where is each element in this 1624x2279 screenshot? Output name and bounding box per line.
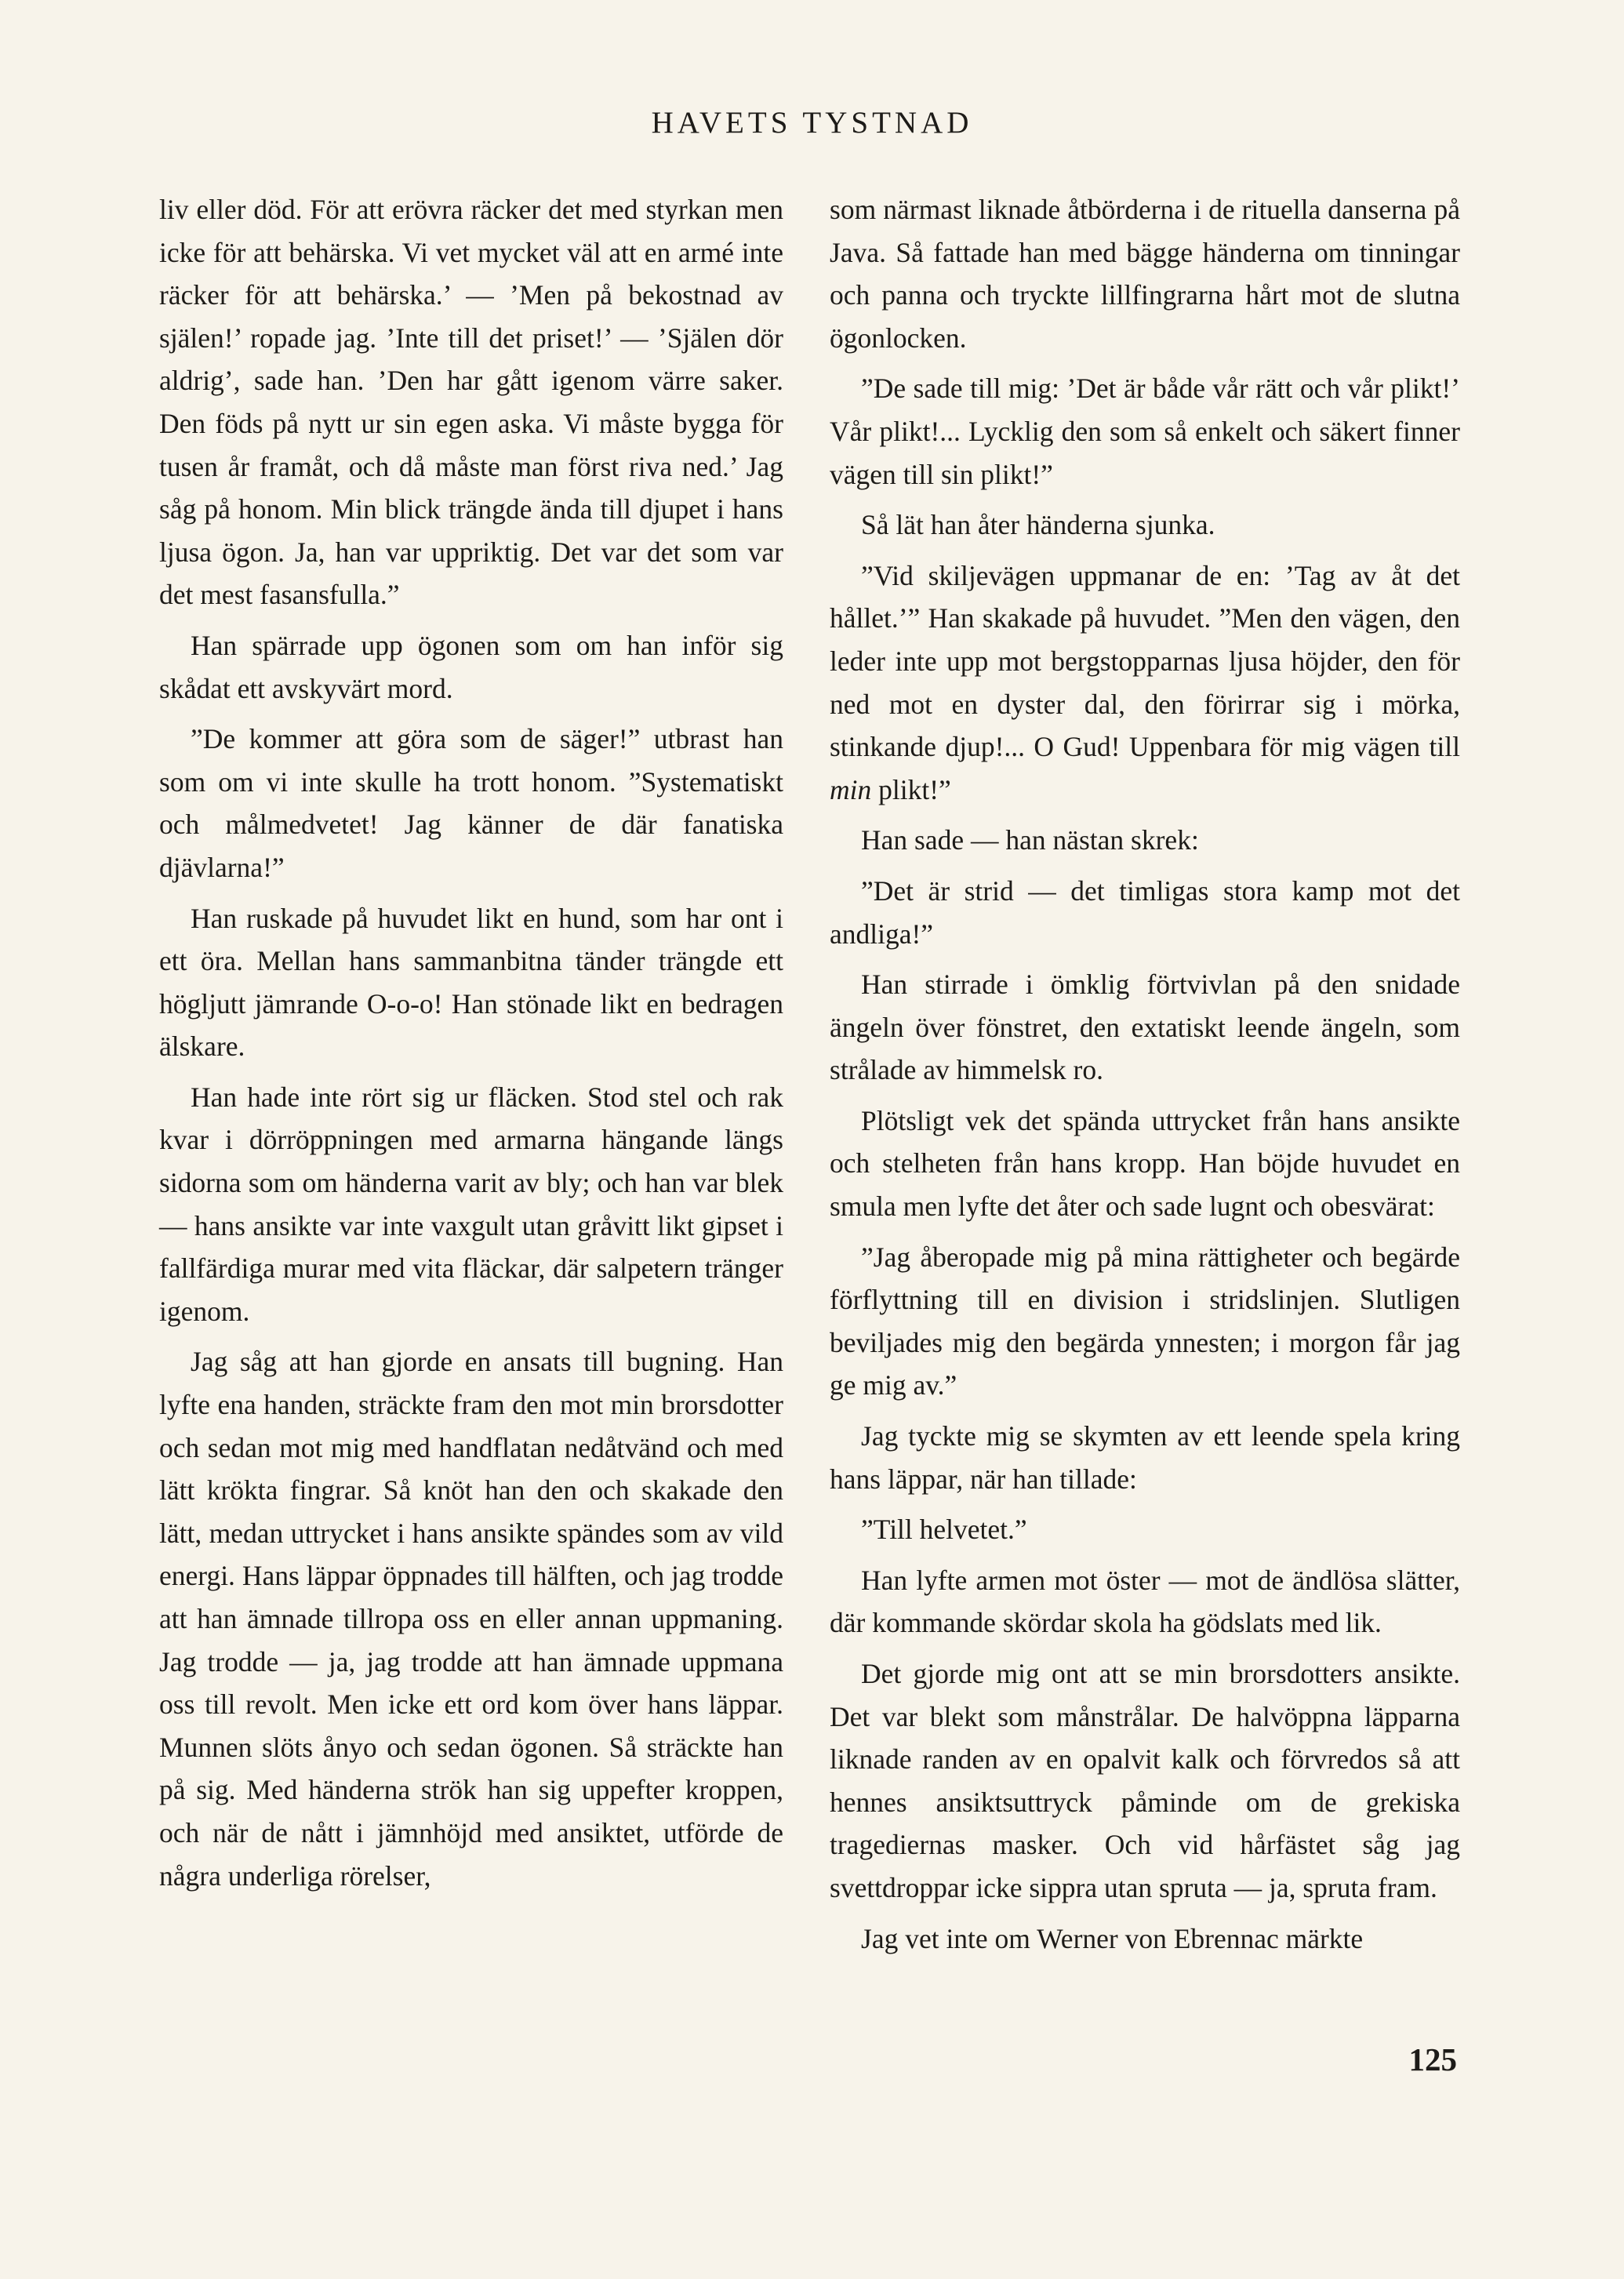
paragraph-text: ”Vid skiljevägen uppmanar de en: ’Tag av åt det hållet.’” Han skakade på huvudet. ”Men den vägen, den leder inte upp mot bergstopparnas ljusa höjder, den för ned mot en dyster dal, den förirrar sig i mörka, stinkande djup!... O Gud! Uppenbara för mig vägen till [830,559,1460,763]
paragraph: ”De kommer att göra som de säger!” utbrast han som om vi inte skulle ha trott honom. ”Systematiskt och målmedvetet! Jag känner de där fanatiska djävlarna!” [159,723,783,883]
emphasized-word: min [830,773,872,805]
paragraph: ”Det är strid — det timligas stora kamp mot det andliga!” [830,874,1460,950]
left-column [159,188,783,1905]
paragraph: Han stirrade i ömklig förtvivlan på den snidade ängeln över fönstret, den extatiskt leende ängeln, som strålade av himmelsk ro. [830,969,1460,1086]
paragraph: Han sade — han nästan skrek: [861,824,1199,856]
paragraph: Plötsligt vek det spända uttrycket från hans ansikte och stelheten från hans kropp. Han böjde huvudet en smula men lyfte det åter och sade lugnt och obesvärat: [830,1104,1460,1223]
paragraph-text: plikt!” [871,773,951,805]
paragraph: Jag vet inte om Werner von Ebrennac märkte [861,1922,1364,1954]
paragraph: Han lyfte armen mot öster — mot de ändlösa slätter, där kommande skördar skola ha gödslats med lik. [830,1564,1460,1639]
paragraph: Han ruskade på huvudet likt en hund, som har ont i ett öra. Mellan hans sammanbitna tänder trängde ett högljutt jämrande O-o-o! Han stönade likt en bedragen älskare. [159,902,783,1063]
page-number: 125 [1408,2041,1457,2077]
paragraph: Jag såg att han gjorde en ansats till bugning. Han lyfte ena handen, sträckte fram den mot min brorsdotter och sedan mot mig med handflatan nedåtvänd och med lätt krökta fingrar. Så knöt han den och skakade den lätt, medan uttrycket i hans ansikte spändes som av vild energi. Hans läppar öppnades till hälften, och jag trodde att han ämnade tillropa oss en eller annan uppmaning. Jag trodde — ja, jag trodde att han ämnade uppmana oss till revolt. Men icke ett ord kom över hans läppar. Munnen slöts ånyo och sedan ögonen. Så sträckte han på sig. Med händerna strök han sig uppefter kroppen, och när de nått i jämnhöjd med ansiktet, utförde de några underliga rörelser, [159,1346,783,1892]
paragraph-with-emphasis [830,554,1460,812]
paragraph: ”De sade till mig: ’Det är både vår rätt och vår plikt!’ Vår plikt!... Lycklig den som så enkelt och säkert finner vägen till sin plikt!” [830,373,1460,490]
right-column [830,188,1460,1968]
paragraph: ”Jag åberopade mig på mina rättigheter och begärde förflyttning till en division i stridslinjen. Slutligen beviljades mig den begärda ynnesten; i morgon får jag ge mig av.” [830,1241,1460,1401]
paragraph: Jag tyckte mig se skymten av ett leende spela kring hans läppar, när han tillade: [830,1420,1460,1495]
paragraph: Han spärrade upp ögonen som om han inför sig skådat ett avskyvärt mord. [159,629,783,704]
running-title: HAVETS TYSTNAD [651,106,973,140]
paragraph: Så lät han åter händerna sjunka. [861,509,1215,541]
paragraph: liv eller död. För att erövra räcker det med styrkan men icke för att behärska. Vi vet mycket väl att en armé inte räcker för att behärska.’ — ’Men på bekostnad av själen!’ ropade jag. ’Inte till det priset!’ — ’Själen dör aldrig’, sade han. ’Den har gått igenom värre saker. Den föds på nytt ur sin egen aska. Vi måste bygga för tusen år framåt, och då måste man först riva ned.’ Jag såg på honom. Min blick trängde ända till djupet i hans ljusa ögon. Ja, han var uppriktig. Det var det som var det mest fasansfulla.” [159,194,783,611]
paragraph: Han hade inte rört sig ur fläcken. Stod stel och rak kvar i dörröppningen med armarna hängande längs sidorna som om händerna varit av bly; och han var blek — hans ansikte var inte vaxgult utan gråvitt likt gipset i fallfärdiga murar med vita fläckar, där salpetern tränger igenom. [159,1081,783,1327]
paragraph: Det gjorde mig ont att se min brorsdotters ansikte. Det var blekt som månstrålar. De halvöppna läpparna liknade randen av en opalvit kalk och förvredos så att hennes ansiktsuttryck påminde om de grekiska tragediernas masker. Och vid hårfästet såg jag svettdroppar icke sippra utan spruta — ja, spruta fram. [830,1658,1460,1903]
paragraph: ”Till helvetet.” [861,1514,1027,1546]
paragraph: som närmast liknade åtbörderna i de rituella danserna på Java. Så fattade han med bägge händerna om tinningar och panna och tryckte lillfingrarna hårt mot de slutna ögonlocken. [830,194,1460,354]
